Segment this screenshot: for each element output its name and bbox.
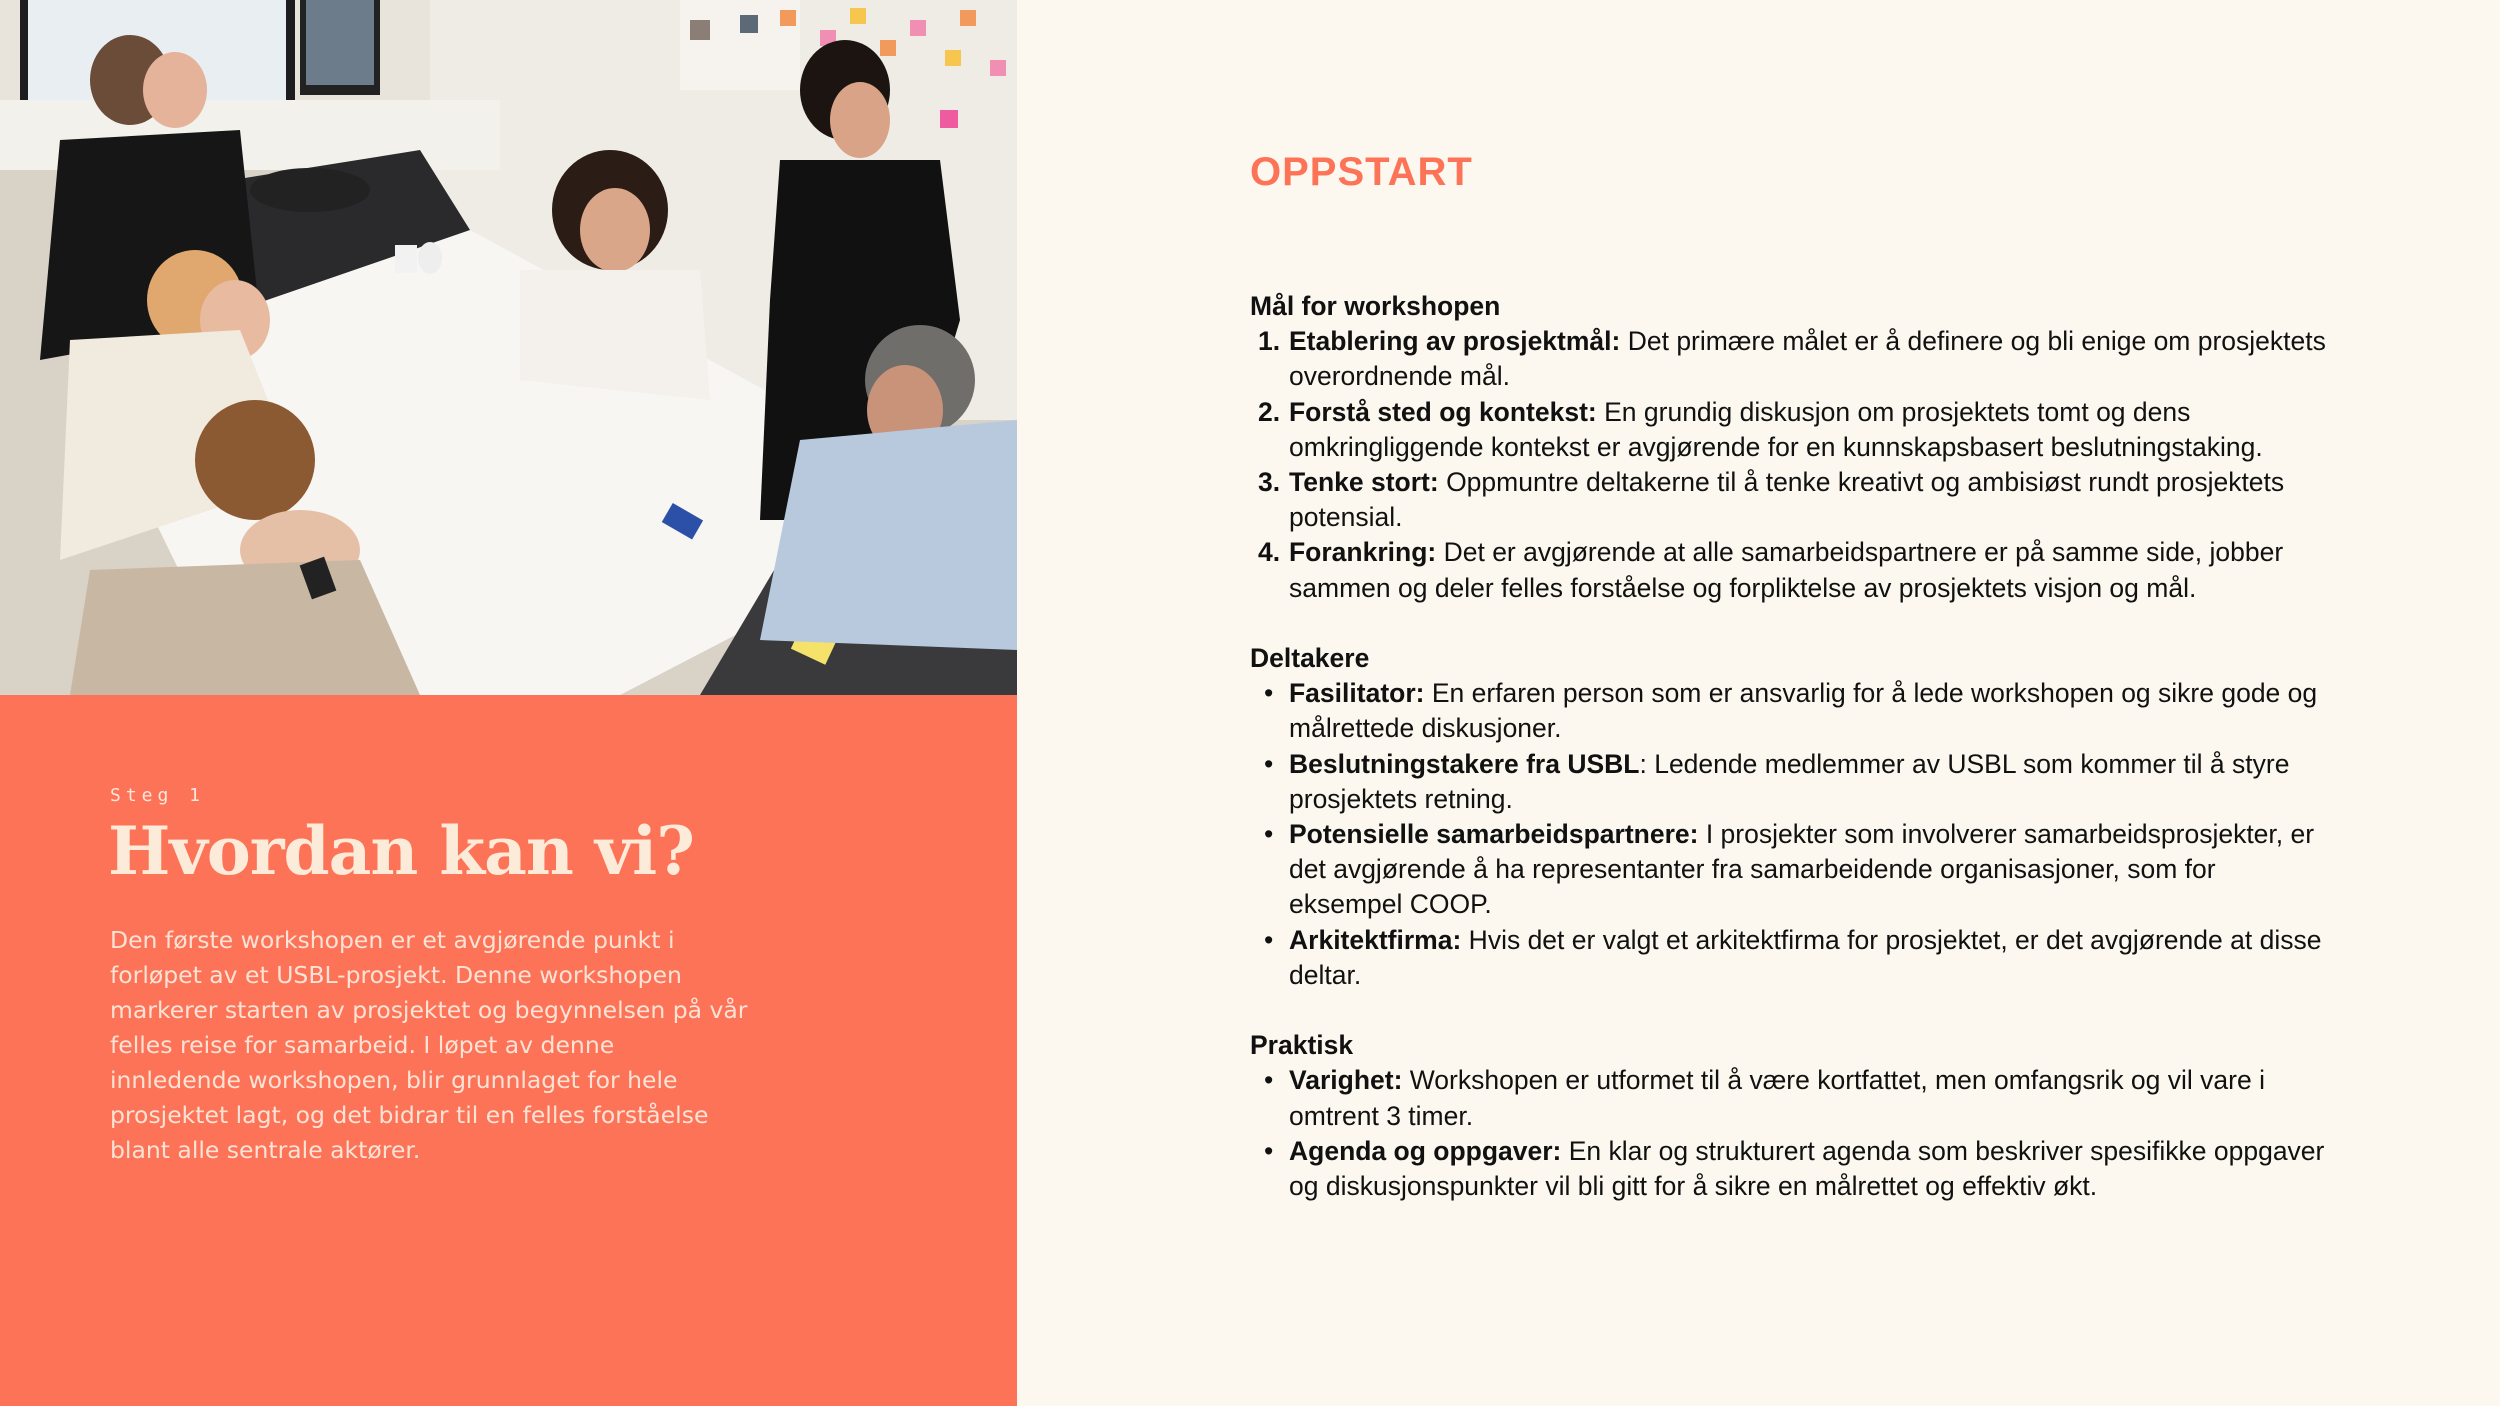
practical-label: Agenda og oppgaver:	[1289, 1135, 1562, 1166]
goal-text: Det er avgjørende at alle samarbeidspartnere er på samme side, jobber sammen og deler felles forståelse og forpliktelse av prosjektets visjon og mål.	[1289, 537, 2284, 603]
goal-item	[1250, 395, 2330, 465]
participant-item	[1250, 817, 2330, 923]
bullet-icon: •	[1264, 1135, 1274, 1166]
participant-label: Fasilitator:	[1289, 678, 1425, 709]
spacer	[1250, 606, 2330, 641]
bullet-icon: •	[1264, 924, 1274, 955]
list-number: 1.	[1258, 326, 1281, 357]
practical-text: Workshopen er utformet til å være kortfattet, men omfangsrik og vil vare i omtrent 3 timer.	[1289, 1065, 2265, 1131]
goal-text: Det primære målet er å definere og bli enige om prosjektets overordnende mål.	[1289, 326, 2326, 392]
participant-item	[1250, 747, 2330, 817]
participant-item	[1250, 923, 2330, 993]
practical-text: En klar og strukturert agenda som beskriver spesifikke oppgaver og diskusjonspunkter vil bli gitt for å sikre en målrettet og effektiv økt.	[1289, 1135, 2325, 1202]
participant-item	[1250, 676, 2330, 746]
step-label: Steg 1	[110, 785, 206, 806]
participant-text: : Ledende medlemmer av USBL som kommer til å styre prosjektets retning.	[1289, 748, 2290, 814]
bullet-icon: •	[1264, 819, 1274, 850]
list-number: 4.	[1258, 537, 1281, 568]
goal-label: Forstå sted og kontekst:	[1289, 396, 1597, 427]
practical-heading: Praktisk	[1250, 1030, 1354, 1061]
bullet-icon: •	[1264, 1065, 1274, 1096]
workshop-photo	[0, 0, 1017, 695]
participant-text: Hvis det er valgt et arkitektfirma for prosjektet, er det avgjørende at disse deltar.	[1289, 924, 2322, 990]
goal-text: Oppmuntre deltakerne til å tenke kreativt og ambisiøst rundt prosjektets potensial.	[1289, 467, 2285, 533]
bullet-icon: •	[1264, 678, 1274, 709]
goal-item	[1250, 465, 2330, 535]
goal-item	[1250, 535, 2330, 605]
participant-label: Beslutningstakere fra USBL	[1289, 748, 1640, 779]
list-number: 2.	[1258, 396, 1281, 427]
participant-text: En erfaren person som er ansvarlig for å lede workshopen og sikre gode og målrettede diskusjoner.	[1289, 678, 2318, 744]
content-body	[1250, 289, 2330, 1204]
participant-text: I prosjekter som involverer samarbeidsprosjekter, er det avgjørende å ha representanter fra samarbeidende organisasjoner, som for eksempel COOP.	[1289, 819, 2315, 920]
step-title: Hvordan kan vi?	[108, 812, 694, 890]
spacer	[1250, 993, 2330, 1028]
participants-list	[1250, 676, 2330, 993]
section-title: OPPSTART	[1250, 150, 1473, 194]
practical-item	[1250, 1063, 2330, 1133]
step-description: Den første workshopen er et avgjørende punkt i forløpet av et USBL-prosjekt. Denne workshopen markerer starten av prosjektet og begynnelsen på vår felles reise for samarbeid. I løpet av denne innledende workshopen, blir grunnlaget for hele prosjektet lagt, og det bidrar til en felles forståelse blant alle sentrale aktører.	[110, 926, 748, 1164]
workshop-photo-illustration	[0, 0, 1017, 695]
goal-text: En grundig diskusjon om prosjektets tomt og dens omkringliggende kontekst er avgjørende for en kunnskapsbasert beslutningstaking.	[1289, 396, 2263, 462]
goal-label: Etablering av prosjektmål:	[1289, 326, 1621, 357]
practical-list	[1250, 1063, 2330, 1204]
participant-label: Arkitektfirma:	[1289, 924, 1462, 955]
participants-heading: Deltakere	[1250, 643, 1370, 674]
participant-label: Potensielle samarbeidspartnere:	[1289, 819, 1699, 850]
list-number: 3.	[1258, 467, 1281, 498]
left-panel	[0, 0, 1017, 1406]
goal-label: Forankring:	[1289, 537, 1437, 568]
goals-heading: Mål for workshopen	[1250, 291, 1501, 321]
practical-item	[1250, 1134, 2330, 1204]
goal-item	[1250, 324, 2330, 394]
bullet-icon: •	[1264, 748, 1274, 779]
practical-label: Varighet:	[1289, 1065, 1403, 1096]
goal-label: Tenke stort:	[1289, 467, 1439, 498]
goals-list	[1250, 324, 2330, 606]
